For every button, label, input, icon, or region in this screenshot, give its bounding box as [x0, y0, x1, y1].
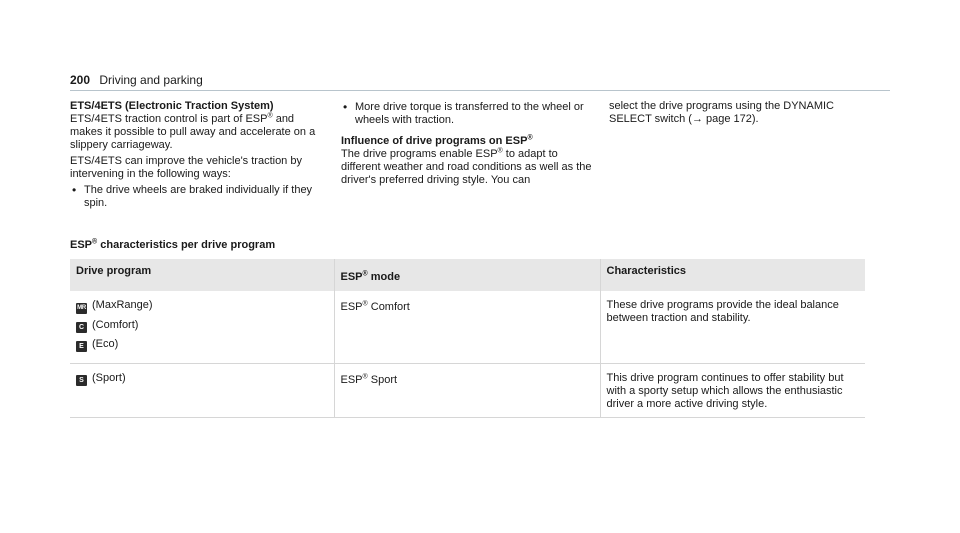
section-title: Driving and parking [99, 73, 203, 87]
mode-comfort [76, 319, 328, 333]
esp-mode-cell [334, 291, 600, 364]
registered-mark: ® [92, 238, 98, 246]
table-header-row [70, 259, 865, 291]
page-header [70, 73, 203, 87]
page-reference[interactable]: page 172). [702, 113, 759, 125]
mode-sport [76, 372, 328, 386]
column-1 [70, 100, 325, 212]
text: and makes it possible to pull away and accelerate on a slippery carriageway. [70, 113, 316, 151]
esp-characteristics-table [70, 259, 865, 418]
text: ESP [340, 301, 363, 313]
table-row [70, 364, 865, 418]
mode-label: (MaxRange) [92, 299, 153, 311]
drive-program-cell [70, 364, 334, 418]
characteristics-cell: These drive programs provide the ideal balance between traction and stability. [600, 291, 865, 364]
registered-mark: ® [527, 134, 533, 142]
column-3 [609, 100, 864, 129]
influence-paragraph-continued [609, 100, 864, 126]
header-divider [70, 90, 890, 91]
table-title [70, 239, 275, 251]
s-key-icon: S [76, 375, 87, 386]
table-row [70, 291, 865, 364]
text: The drive programs enable ESP [341, 148, 498, 160]
mode-label: (Sport) [92, 372, 126, 384]
list-item: • The drive wheels are braked individually if they spin. [70, 184, 325, 210]
page-number: 200 [70, 73, 91, 87]
text: ESP [340, 271, 363, 283]
registered-mark: ® [267, 112, 273, 120]
m-key-icon: MR [76, 303, 87, 314]
registered-mark: ® [497, 147, 503, 155]
characteristics-cell: This drive program continues to offer stability but with a sporty setup which allows the enthusiastic driver a more active driving style. [600, 364, 865, 418]
c-key-icon: C [76, 322, 87, 333]
list-item: • More drive torque is transferred to the wheel or wheels with traction. [341, 101, 596, 127]
column-2 [341, 100, 596, 190]
drive-program-cell [70, 291, 334, 364]
text: Sport [367, 374, 398, 386]
text: to adapt to different weather and road conditions as well as the driver's preferred driving style. You can [341, 148, 592, 186]
header-esp-mode [334, 259, 600, 291]
text: characteristics per drive program [97, 239, 276, 251]
influence-paragraph [341, 148, 596, 187]
header-drive-program: Drive program [70, 259, 334, 291]
registered-mark: ® [362, 270, 368, 278]
ets-paragraph-1 [70, 113, 325, 152]
ets-paragraph-2: ETS/4ETS can improve the vehicle's traction by intervening in the following ways: [70, 155, 302, 180]
text: ETS/4ETS traction control is part of ESP [70, 113, 268, 125]
mode-label: (Eco) [92, 338, 119, 350]
text: ESP [340, 374, 363, 386]
esp-mode-cell [334, 364, 600, 418]
text: mode [367, 271, 401, 283]
text: select the drive programs using the DYNAMIC SELECT switch ( [609, 100, 834, 125]
mode-eco [76, 338, 328, 352]
ets-list [70, 184, 325, 210]
header-characteristics: Characteristics [600, 259, 865, 291]
text: ESP [70, 239, 93, 251]
text: Influence of drive programs on ESP [341, 135, 528, 147]
e-key-icon: E [76, 341, 87, 352]
registered-mark: ® [362, 373, 368, 381]
registered-mark: ® [362, 300, 368, 308]
influence-heading [341, 135, 596, 148]
page-reference-arrow: → [691, 113, 703, 125]
text: Comfort [367, 301, 410, 313]
ets-heading: ETS/4ETS (Electronic Traction System) [70, 100, 274, 112]
ets-list-continued [341, 101, 596, 127]
mode-label: (Comfort) [92, 319, 139, 331]
mode-maxrange [76, 299, 328, 314]
